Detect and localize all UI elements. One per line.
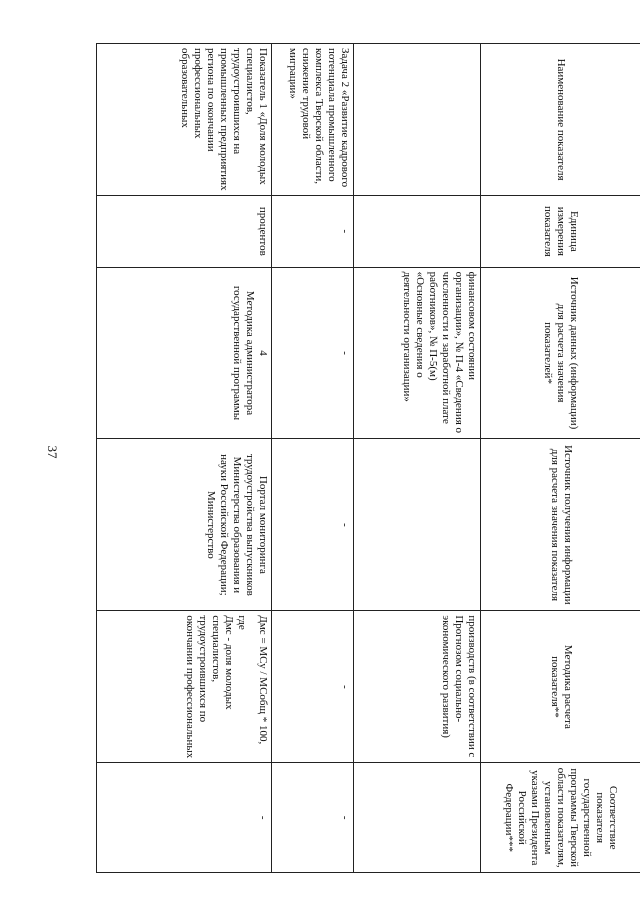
table-row bbox=[354, 44, 481, 873]
cell-compliance: - bbox=[97, 763, 272, 873]
rotated-table-inner bbox=[97, 43, 640, 873]
cell-name: Задача 2 «Развитие кадрового потенциала промышленного комплекса Тверской области, снижение трудовой миграции» bbox=[272, 44, 354, 196]
source-data-text: Методика администратора государственной программы bbox=[231, 285, 256, 421]
cell-source-data bbox=[97, 267, 272, 439]
cell-unit bbox=[354, 196, 481, 267]
table-row bbox=[97, 44, 272, 873]
header-compliance: Соответствие показателя государственной программы Тверской области показателям, установленным указами Президента Российской Федерации*** bbox=[481, 763, 640, 873]
cell-source-data: финансовом состоянии организации», № П-4 «Сведения о численности и заработной плате работников», № П-5(м) «Основные сведения о деятельности организации» bbox=[354, 267, 481, 439]
table-row bbox=[272, 44, 354, 873]
page-number: 37 bbox=[45, 445, 60, 459]
cell-unit: процентов bbox=[97, 196, 272, 267]
source-data-number: 4 bbox=[257, 350, 269, 356]
cell-compliance bbox=[354, 763, 481, 873]
header-unit: Единица измерения показателя bbox=[481, 196, 640, 267]
cell-method: - bbox=[272, 611, 354, 763]
header-method: Методика расчета показателя** bbox=[481, 611, 640, 763]
header-name: Наименование показателя bbox=[481, 44, 640, 196]
cell-info-source bbox=[354, 439, 481, 611]
header-source-data: Источник данных (информации) для расчета значения показателей* bbox=[481, 267, 640, 439]
cell-source-data: - bbox=[272, 267, 354, 439]
cell-name bbox=[354, 44, 481, 196]
cell-unit: - bbox=[272, 196, 354, 267]
method-formula: Дмс = МСу / МСобщ * 100, bbox=[257, 615, 269, 745]
cell-info-source: Портал мониторинга трудоустройства выпускников Министерства образования и науки Российской Федерации; Министерство bbox=[97, 439, 272, 611]
cell-compliance: - bbox=[272, 763, 354, 873]
header-info-source: Источник получения информации для расчета значения показателя bbox=[481, 439, 640, 611]
indicator-table bbox=[96, 43, 640, 873]
method-description: Дмс - доля молодых специалистов, трудоустроившихся по окончании профессиональных bbox=[184, 615, 235, 759]
cell-info-source: - bbox=[272, 439, 354, 611]
table-header-row bbox=[481, 44, 640, 873]
cell-method: производств (в соответствии с Прогнозом социально-экономического развития) bbox=[354, 611, 481, 763]
method-where: где bbox=[236, 615, 248, 630]
cell-method bbox=[97, 611, 272, 763]
cell-name: Показатель 1 «Доля молодых специалистов, трудоустроившихся на промышленных предприятиях региона по окончании профессиональных образовательных bbox=[97, 44, 272, 196]
